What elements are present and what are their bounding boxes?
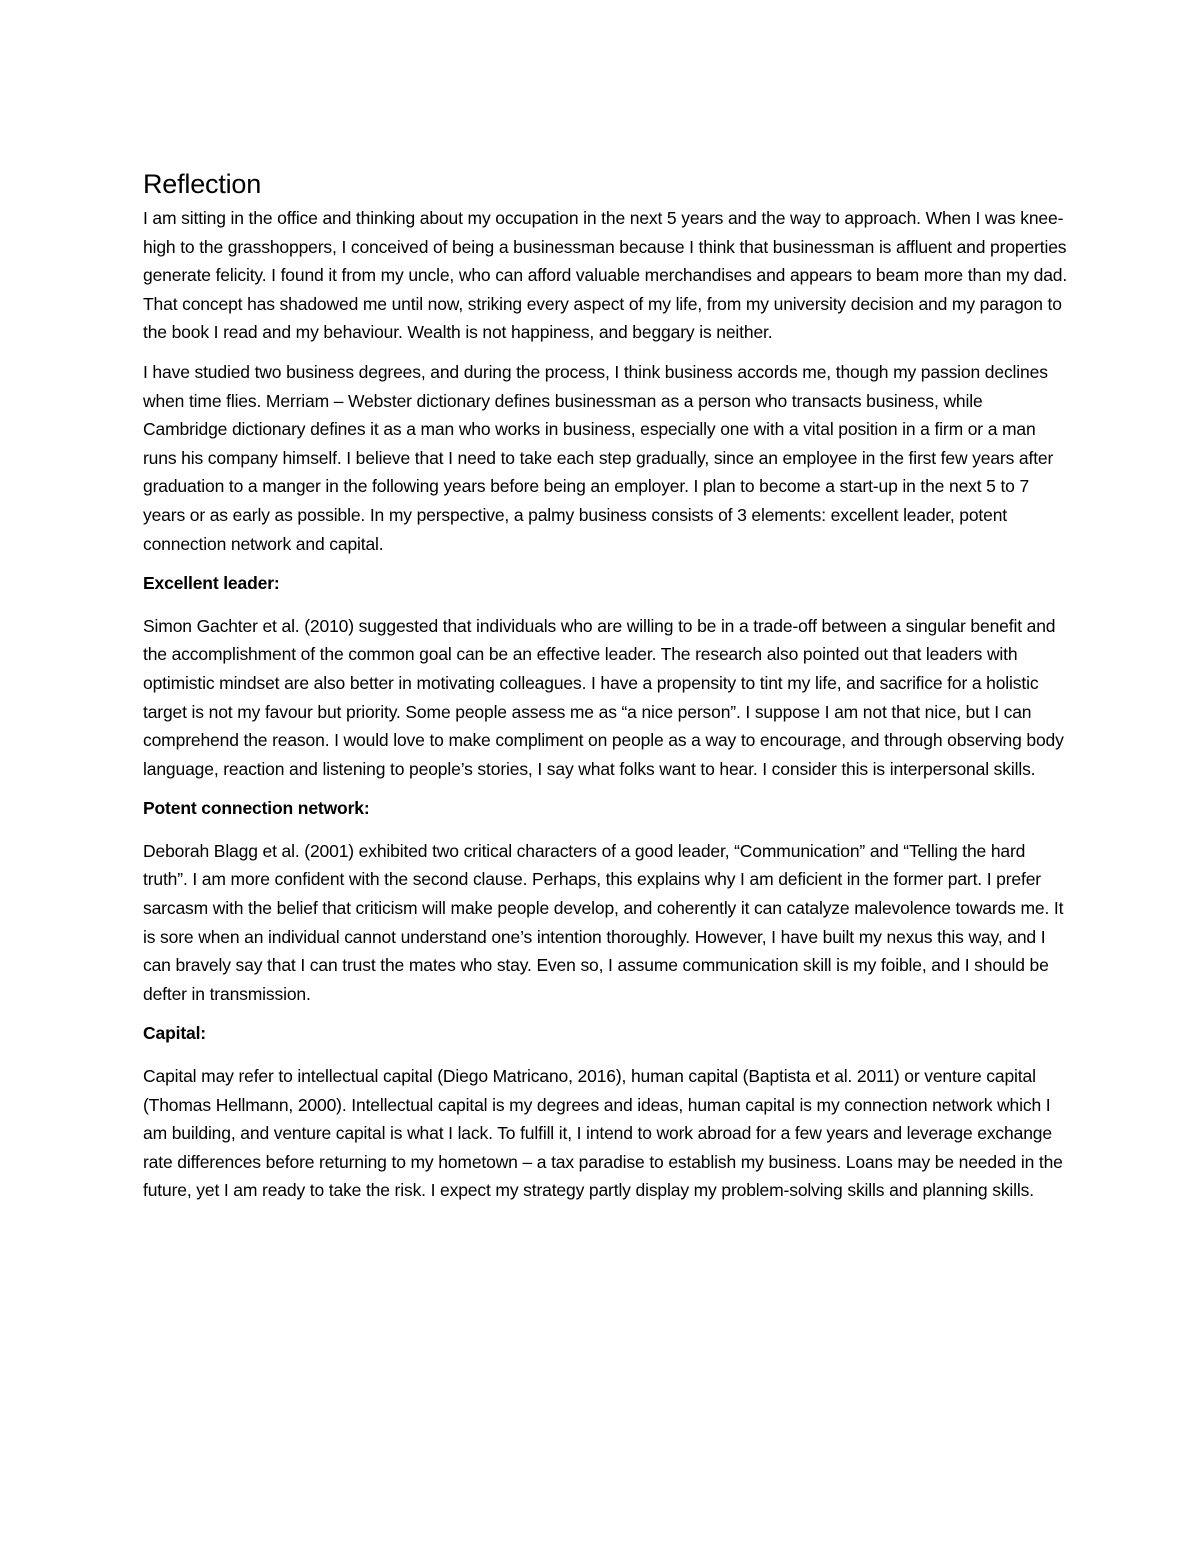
document-page — [143, 166, 1068, 1216]
section-heading-connection-network: Potent connection network: — [143, 798, 370, 819]
section-heading-excellent-leader: Excellent leader: — [143, 573, 280, 594]
intro-paragraph-2: I have studied two business degrees, and during the process, I think business accords me, though my passion declines when time flies. Merriam – Webster dictionary defines businessman as a person who transacts business, while Cambridge dictionary defines it as a man who works in business, especially one with a vital position in a firm or a man runs his company himself. I believe that I need to take each step gradually, since an employee in the first few years after graduation to a manger in the following years before being an employer. I plan to become a start-up in the next 5 to 7 years or as early as possible. In my perspective, a palmy business consists of 3 elements: excellent leader, potent connection network and capital. — [143, 361, 1054, 554]
section-body-connection-network: Deborah Blagg et al. (2001) exhibited two critical characters of a good leader, “Communication” and “Telling the hard truth”. I am more confident with the second clause. Perhaps, this explains why I am deficient in the former part. I prefer sarcasm with the belief that criticism will make people develop, and coherently it can catalyze malevolence towards me. It is sore when an individual cannot understand one’s intention thoroughly. However, I have built my nexus this way, and I can bravely say that I can trust the mates who stay. Even so, I assume communication skill is my foible, and I should be defter in transmission. — [143, 840, 1064, 1004]
document-title: Reflection — [143, 169, 262, 199]
intro-paragraph-1: I am sitting in the office and thinking about my occupation in the next 5 years and the way to approach. When I was knee-high to the grasshoppers, I conceived of being a businessman because I think that businessman is affluent and properties generate felicity. I found it from my uncle, who can afford valuable merchandises and appears to beam more than my dad. That concept has shadowed me until now, striking every aspect of my life, from my university decision and my paragon to the book I read and my behaviour. Wealth is not happiness, and beggary is neither. — [143, 208, 1068, 343]
section-body-capital: Capital may refer to intellectual capital (Diego Matricano, 2016), human capital (Baptista et al. 2011) or venture capital (Thomas Hellmann, 2000). Intellectual capital is my degrees and ideas, human capital is my connection network which I am building, and venture capital is what I lack. To fulfill it, I intend to work abroad for a few years and leverage exchange rate differences before returning to my hometown – a tax paradise to establish my business. Loans may be needed in the future, yet I am ready to take the risk. I expect my strategy partly display my problem-solving skills and planning skills. — [143, 1066, 1063, 1201]
section-body-excellent-leader: Simon Gachter et al. (2010) suggested that individuals who are willing to be in a trade-off between a singular benefit and the accomplishment of the common goal can be an effective leader. The research also pointed out that leaders with optimistic mindset are also better in motivating colleagues. I have a propensity to tint my life, and sacrifice for a holistic target is not my favour but priority. Some people assess me as “a nice person”. I suppose I am not that nice, but I can comprehend the reason. I would love to make compliment on people as a way to encourage, and through observing body language, reaction and listening to people’s stories, I say what folks want to hear. I consider this is interpersonal skills. — [143, 615, 1064, 779]
section-heading-capital: Capital: — [143, 1023, 206, 1044]
